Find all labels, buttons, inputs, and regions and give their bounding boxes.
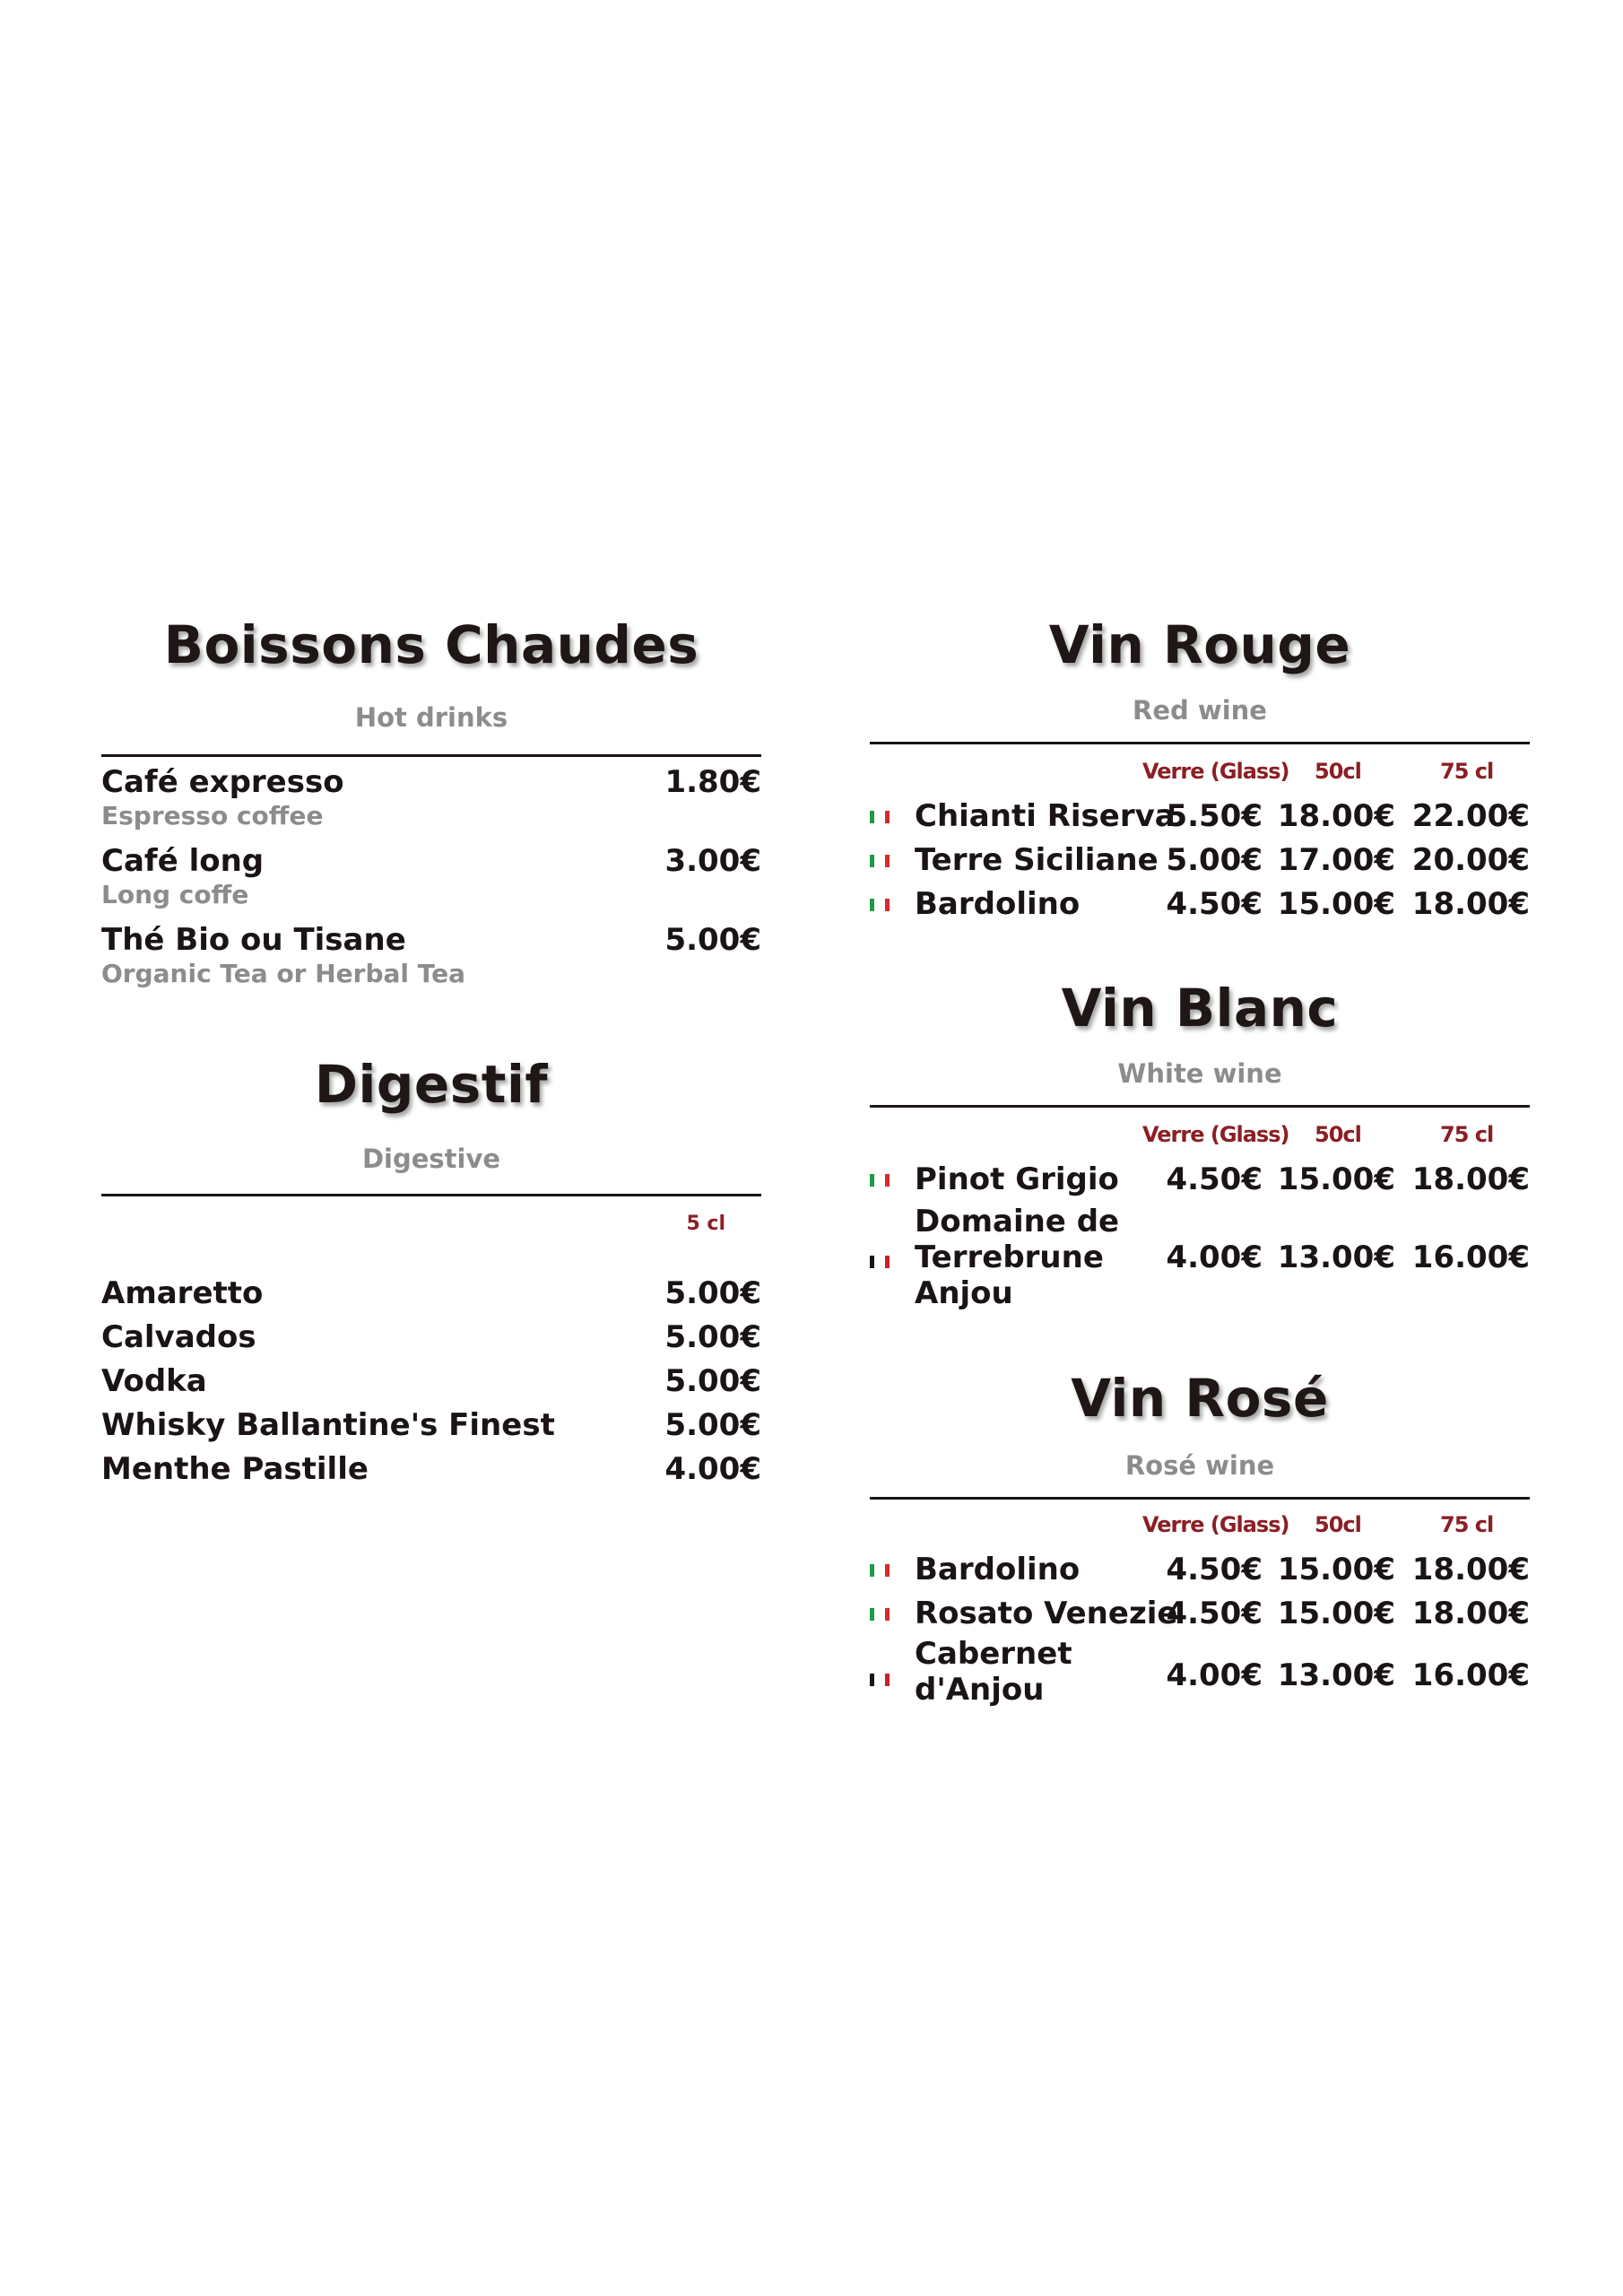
menu-item xyxy=(101,764,761,843)
price-50cl: 13.00€ xyxy=(1277,1239,1395,1275)
italy-flag-icon xyxy=(870,855,890,867)
rose-wine-title: Vin Rosé xyxy=(1071,1368,1329,1429)
column-label-50cl: 50cl xyxy=(1315,1122,1361,1147)
price-50cl: 15.00€ xyxy=(1277,1161,1395,1197)
item-translation: Long coffe xyxy=(101,880,249,909)
price-75cl: 20.00€ xyxy=(1411,842,1530,878)
wine-name: Chianti Riserva xyxy=(915,798,1176,834)
wine-name xyxy=(915,1636,1072,1708)
red-wine-subtitle: Red wine xyxy=(1133,695,1267,726)
italy-flag-icon xyxy=(870,1608,890,1621)
price-50cl: 15.00€ xyxy=(1277,1552,1395,1587)
wine-column-headers xyxy=(870,759,1530,795)
item-price: 5.00€ xyxy=(664,1407,761,1443)
menu-item xyxy=(101,1451,761,1495)
price-glass: 4.50€ xyxy=(1166,1161,1263,1197)
item-name: Menthe Pastille xyxy=(101,1451,369,1487)
price-50cl: 15.00€ xyxy=(1277,1596,1395,1631)
france-flag-icon xyxy=(870,1674,890,1686)
column-label-75cl: 75 cl xyxy=(1440,759,1494,784)
wine-name-line: Cabernet xyxy=(915,1636,1072,1672)
price-75cl: 16.00€ xyxy=(1411,1239,1530,1275)
price-glass: 4.00€ xyxy=(1166,1657,1263,1693)
italy-flag-icon xyxy=(870,1564,890,1577)
hot-drinks-list xyxy=(101,764,761,1001)
column-label-glass: Verre (Glass) xyxy=(1142,1512,1289,1537)
column-label-50cl: 50cl xyxy=(1315,1512,1361,1537)
column-label-glass: Verre (Glass) xyxy=(1142,759,1289,784)
price-75cl: 18.00€ xyxy=(1411,1596,1530,1631)
item-name: Vodka xyxy=(101,1363,207,1399)
item-name: Calvados xyxy=(101,1319,256,1355)
wine-row xyxy=(870,1636,1530,1717)
wine-name: Bardolino xyxy=(915,1552,1081,1587)
digestif-subtitle: Digestive xyxy=(361,1144,501,1174)
wine-name: Rosato Venezie xyxy=(915,1596,1178,1631)
wine-name: Bardolino xyxy=(915,886,1081,922)
wine-column-headers xyxy=(870,1512,1530,1548)
item-price: 5.00€ xyxy=(664,1363,761,1399)
menu-item xyxy=(101,1363,761,1407)
wine-row xyxy=(870,1158,1530,1202)
column-label-75cl: 75 cl xyxy=(1440,1512,1494,1537)
wine-name: Terre Siciliane xyxy=(915,842,1159,878)
italy-flag-icon xyxy=(870,1174,890,1187)
item-price: 3.00€ xyxy=(664,843,761,879)
price-glass: 5.00€ xyxy=(1166,842,1263,878)
menu-item xyxy=(101,1319,761,1363)
item-price: 1.80€ xyxy=(664,764,761,800)
white-wine-title: Vin Blanc xyxy=(1061,978,1339,1039)
wine-row xyxy=(870,839,1530,883)
wine-name xyxy=(915,1204,1119,1311)
rose-wine-subtitle: Rosé wine xyxy=(1124,1450,1275,1481)
item-name: Whisky Ballantine's Finest xyxy=(101,1407,555,1443)
italy-flag-icon xyxy=(870,811,890,823)
wine-name-line: Domaine de xyxy=(915,1204,1120,1239)
wine-row xyxy=(870,1202,1530,1318)
column-label-5cl: 5 cl xyxy=(686,1213,725,1235)
rose-wine-section xyxy=(870,1368,1530,1717)
menu-item xyxy=(101,922,761,1001)
item-price: 5.00€ xyxy=(664,922,761,958)
item-price: 4.00€ xyxy=(664,1451,761,1487)
red-wine-title: Vin Rouge xyxy=(1048,614,1351,675)
price-75cl: 18.00€ xyxy=(1411,1552,1530,1587)
price-glass: 4.50€ xyxy=(1166,886,1263,922)
price-75cl: 18.00€ xyxy=(1411,886,1530,922)
column-label-75cl: 75 cl xyxy=(1440,1122,1494,1147)
item-name: Café expresso xyxy=(101,764,344,800)
wine-name: Pinot Grigio xyxy=(915,1161,1119,1197)
price-75cl: 16.00€ xyxy=(1411,1657,1530,1693)
price-50cl: 17.00€ xyxy=(1277,842,1395,878)
menu-item xyxy=(101,843,761,922)
wine-column-headers xyxy=(870,1122,1530,1158)
column-label-glass: Verre (Glass) xyxy=(1142,1122,1289,1147)
column-label-50cl: 50cl xyxy=(1315,759,1361,784)
price-75cl: 22.00€ xyxy=(1411,798,1530,834)
price-50cl: 18.00€ xyxy=(1277,798,1395,834)
wine-row xyxy=(870,883,1530,926)
wine-row xyxy=(870,1548,1530,1592)
item-translation: Organic Tea or Herbal Tea xyxy=(101,959,466,988)
wine-row xyxy=(870,1592,1530,1636)
hot-drinks-title: Boissons Chaudes xyxy=(163,614,699,675)
menu-item xyxy=(101,1275,761,1319)
item-name: Amaretto xyxy=(101,1275,264,1311)
price-75cl: 18.00€ xyxy=(1411,1161,1530,1197)
red-wine-divider xyxy=(870,742,1530,744)
wine-row xyxy=(870,795,1530,839)
italy-flag-icon xyxy=(870,899,890,911)
hot-drinks-subtitle: Hot drinks xyxy=(354,702,508,733)
digestif-column-header xyxy=(101,1196,761,1235)
item-price: 5.00€ xyxy=(664,1319,761,1355)
item-price: 5.00€ xyxy=(664,1275,761,1311)
price-glass: 4.00€ xyxy=(1166,1239,1263,1275)
white-wine-divider xyxy=(870,1105,1530,1108)
hot-drinks-section xyxy=(101,614,761,1001)
wine-name-line: Terrebrune xyxy=(915,1239,1104,1275)
red-wine-section xyxy=(870,614,1530,926)
menu-item xyxy=(101,1407,761,1451)
france-flag-icon xyxy=(870,1256,890,1268)
price-glass: 4.50€ xyxy=(1166,1596,1263,1631)
white-wine-subtitle: White wine xyxy=(1117,1058,1282,1089)
wine-name-line: Anjou xyxy=(915,1275,1013,1311)
digestif-title: Digestif xyxy=(314,1054,549,1115)
item-name: Café long xyxy=(101,843,265,879)
item-translation: Espresso coffee xyxy=(101,801,324,831)
digestif-section xyxy=(101,1054,761,1495)
item-name: Thé Bio ou Tisane xyxy=(101,922,406,958)
price-glass: 4.50€ xyxy=(1166,1552,1263,1587)
hot-drinks-divider xyxy=(101,754,761,757)
wine-name-line: d'Anjou xyxy=(915,1672,1045,1708)
price-glass: 5.50€ xyxy=(1166,798,1263,834)
price-50cl: 13.00€ xyxy=(1277,1657,1395,1693)
price-50cl: 15.00€ xyxy=(1277,886,1395,922)
rose-wine-divider xyxy=(870,1497,1530,1500)
white-wine-section xyxy=(870,978,1530,1318)
